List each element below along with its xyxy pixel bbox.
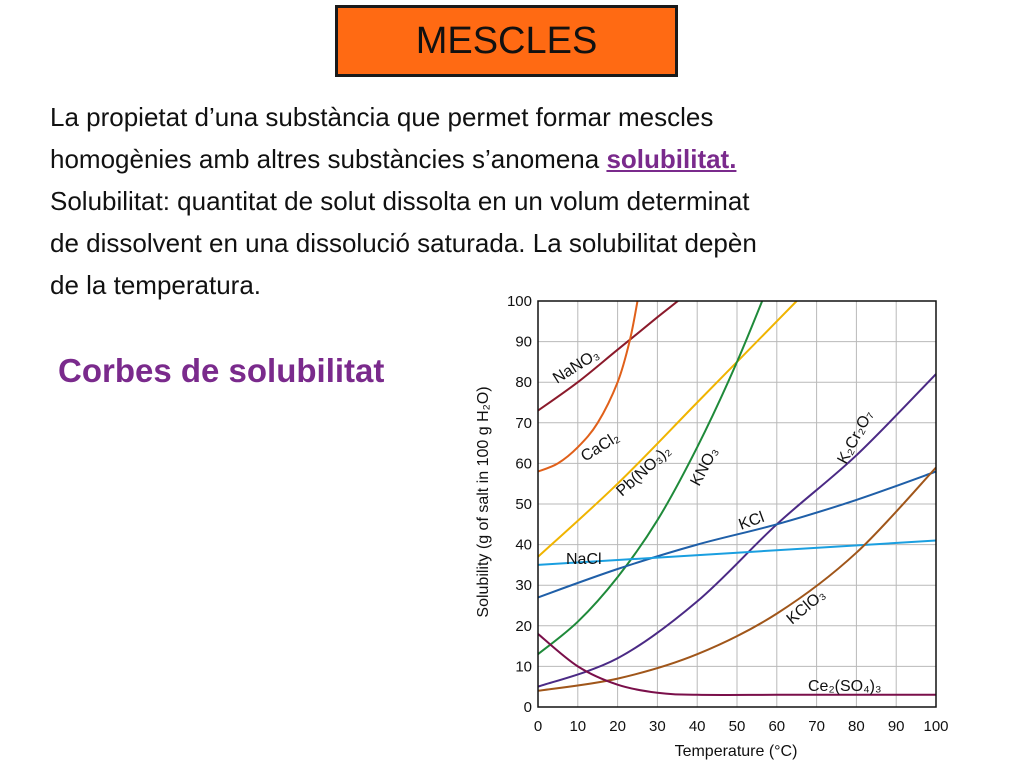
solubilitat-link[interactable]: solubilitat. — [606, 144, 737, 174]
y-tick-label: 30 — [515, 577, 532, 595]
x-tick-label: 50 — [728, 718, 746, 735]
y-tick-label: 100 — [506, 293, 532, 310]
paragraph-line-3: Solubilitat: quantitat de solut dissolta en un volum determinat — [50, 186, 750, 216]
y-tick-label: 90 — [515, 333, 532, 351]
chart-subtitle: Corbes de solubilitat — [58, 352, 385, 389]
label-ce2so43: Ce₂(SO₄)₃ — [808, 678, 882, 695]
curve-labels — [550, 346, 881, 695]
x-tick-label: 90 — [887, 718, 905, 735]
y-tick-label: 10 — [515, 658, 532, 676]
x-tick-label: 40 — [688, 718, 706, 735]
x-tick-label: 30 — [649, 718, 666, 735]
paragraph-line-1: La propietat d’una substància que permet formar mescles — [50, 102, 714, 132]
x-tick-label: 10 — [569, 718, 587, 735]
label-kcl: KCl — [736, 508, 767, 534]
y-tick-label: 20 — [515, 617, 532, 635]
label-cacl2: CaCl₂ — [578, 428, 623, 466]
curve-series-0 — [538, 244, 737, 410]
y-tick-label: 70 — [515, 414, 532, 432]
paragraph-line-5: de la temperatura. — [50, 270, 262, 300]
y-tick-label: 60 — [515, 455, 532, 473]
x-axis-label: Temperature (°C) — [674, 743, 798, 760]
label-nacl: NaCl — [566, 551, 602, 568]
x-tick-label: 60 — [768, 718, 786, 735]
y-tick-label: 50 — [515, 496, 532, 513]
label-k2cr2o7: K₂Cr₂O₇ — [834, 407, 877, 467]
y-tick-label: 0 — [523, 699, 532, 716]
x-tick-label: 0 — [533, 718, 543, 735]
paragraph-line-4: de dissolvent en una dissolució saturada. La solubilitat depèn — [50, 228, 757, 258]
y-tick-label: 80 — [515, 374, 532, 392]
x-tick-label: 70 — [808, 718, 825, 735]
label-kclo3: KClO₃ — [783, 586, 829, 629]
x-tick-label: 20 — [609, 718, 626, 735]
label-pbno32: Pb(NO₃)₂ — [613, 442, 675, 500]
x-tick-label: 80 — [848, 718, 865, 735]
paragraph-line-2-text: homogènies amb altres substàncies s’anomena — [50, 144, 607, 174]
y-tick-label: 40 — [515, 536, 532, 554]
x-tick-label: 100 — [923, 718, 949, 735]
label-nano3: NaNO₃ — [550, 345, 603, 388]
y-axis-label: Solubility (g of salt in 100 g H₂O) — [475, 386, 492, 618]
slide-title: MESCLES — [415, 19, 598, 62]
label-kno3: KNO₃ — [687, 444, 722, 489]
